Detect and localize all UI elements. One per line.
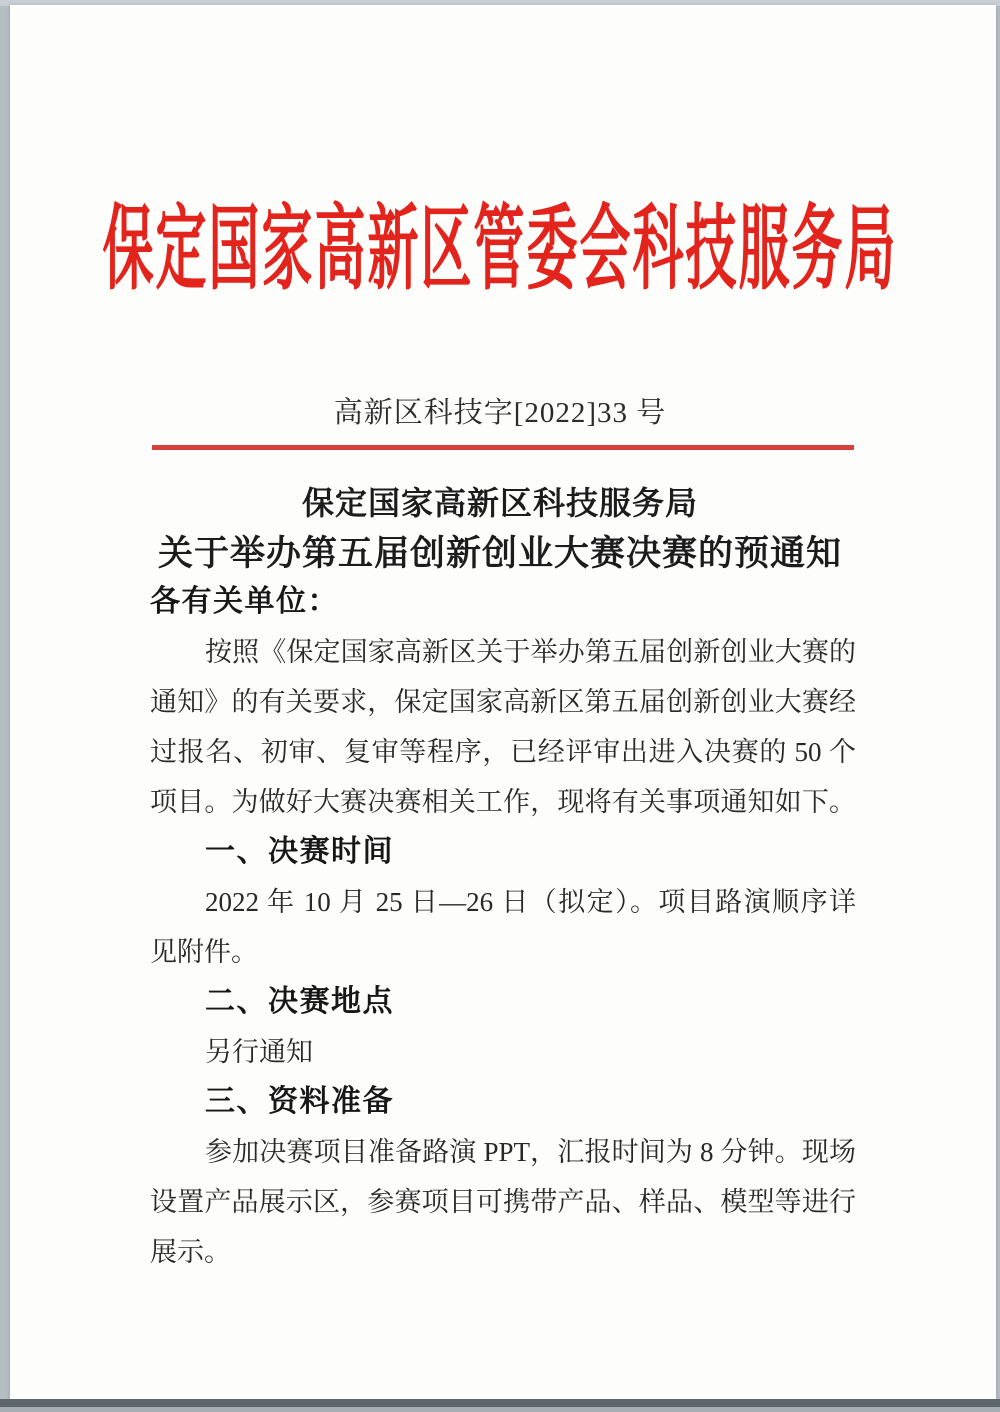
document-body bbox=[150, 577, 856, 1277]
red-separator-rule bbox=[152, 445, 854, 450]
scan-bottom-shadow bbox=[0, 1399, 1000, 1407]
body-line: 按照《保定国家高新区关于举办第五届创新创业大赛的 bbox=[205, 637, 856, 667]
scan-bottom-edge bbox=[0, 1407, 1000, 1412]
body-line: 参加决赛项目准备路演 PPT，汇报时间为 8 分钟。现场 bbox=[205, 1137, 856, 1167]
body-line: 通知》的有关要求，保定国家高新区第五届创新创业大赛经 bbox=[150, 687, 856, 717]
section-heading-3: 三、资料准备 bbox=[205, 1085, 394, 1118]
body-line: 展示。 bbox=[150, 1237, 231, 1267]
salutation: 各有关单位： bbox=[150, 585, 339, 618]
document-number: 高新区科技字[2022]33 号 bbox=[333, 397, 667, 429]
section-heading-1: 一、决赛时间 bbox=[205, 835, 394, 868]
body-line: 设置产品展示区，参赛项目可携带产品、样品、模型等进行 bbox=[150, 1187, 856, 1217]
body-line: 过报名、初审、复审等程序，已经评审出进入决赛的 50 个 bbox=[150, 737, 856, 767]
letterhead-title-text: 保定国家高新区管委会科技服务局 bbox=[102, 200, 898, 303]
document-title-subject: 关于举办第五届创新创业大赛决赛的预通知 bbox=[157, 534, 842, 573]
body-line: 2022 年 10 月 25 日—26 日（拟定）。项目路演顺序详 bbox=[205, 887, 856, 917]
letterhead-title bbox=[0, 200, 1000, 303]
body-line: 另行通知 bbox=[205, 1037, 313, 1067]
section-heading-2: 二、决赛地点 bbox=[205, 985, 394, 1018]
document-title-org: 保定国家高新区科技服务局 bbox=[301, 485, 698, 521]
body-line: 见附件。 bbox=[150, 937, 258, 967]
body-line: 项目。为做好大赛决赛相关工作，现将有关事项通知如下。 bbox=[150, 787, 856, 817]
